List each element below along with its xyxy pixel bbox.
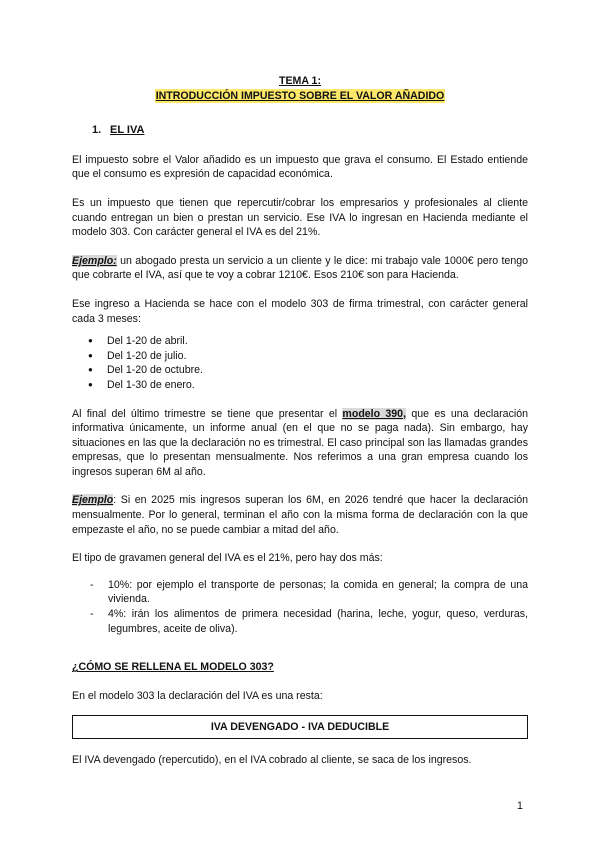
periods-list (72, 334, 528, 392)
modelo-390-before: Al final del último trimestre se tiene que presentar el (72, 407, 343, 420)
list-item: ● Del 1-20 de octubre. (88, 363, 528, 378)
section-1-label: EL IVA (110, 124, 145, 137)
rates-list (72, 578, 528, 636)
document-body (72, 74, 528, 768)
document-title-text: INTRODUCCIÓN IMPUESTO SOBRE EL VALOR AÑADIDO (155, 89, 445, 102)
paragraph-definition: El impuesto sobre el Valor añadido es un impuesto que grava el consumo. El Estado entiende que el consumo es expresión de capacidad económica. (72, 153, 528, 181)
paragraph-repercutir: Es un impuesto que tienen que repercutir/cobrar los empresarios y profesionales al cliente cuando entregan un bien o prestan un servicio. Ese IVA lo ingresan en Hacienda mediante el modelo 303. Con carácter general el IVA es del 21%. (72, 196, 528, 239)
modelo-390-after: que es una declaración informativa únicamente, un informe anual (en el que no se paga nada). Sin embargo, hay situaciones en las que la declaración no es trimestral. El caso principal son las llamadas grandes empresas, que lo presentan mensualmente. Nos referimos a una gran empresa cuando los ingresos superan 6M al año. (72, 407, 529, 478)
example-1-label: Ejemplo: (72, 254, 117, 267)
paragraph-tipos: El tipo de gravamen general del IVA es el 21%, pero hay dos más: (72, 552, 383, 565)
tema-heading (72, 74, 528, 89)
page-number: 1 (517, 800, 523, 812)
formula-box: IVA DEVENGADO - IVA DEDUCIBLE (72, 715, 528, 739)
section-1-number: 1. (92, 124, 102, 137)
modelo-390-highlight: modelo 390, (342, 407, 407, 420)
list-item: - 4%: irán los alimentos de primera necesidad (harina, leche, yogur, queso, verduras, legumbres, aceite de oliva). (90, 607, 528, 636)
paragraph-example-2 (72, 493, 528, 537)
tema-label: TEMA 1: (279, 75, 321, 87)
section-2-heading: ¿CÓMO SE RELLENA EL MODELO 303? (72, 661, 274, 674)
document-title (72, 89, 528, 104)
example-2-text: : Si en 2025 mis ingresos superan los 6M, en 2026 tendré que hacer la declaración mensualmente. Por lo general, terminan el año con la misma forma de declaración con la que empezaste el año, no se puede cambiar a mitad del año. (72, 494, 528, 536)
section-1-heading (92, 123, 528, 138)
paragraph-modelo-390 (72, 407, 528, 480)
paragraph-resta: En el modelo 303 la declaración del IVA es una resta: (72, 689, 323, 702)
paragraph-devengado: El IVA devengado (repercutido), en el IVA cobrado al cliente, se saca de los ingresos. (72, 754, 472, 767)
example-1-text: un abogado presta un servicio a un cliente y le dice: mi trabajo vale 1000€ pero tengo que cobrarte el IVA, así que te voy a cobrar 1210€. Esos 210€ son para Hacienda. (72, 254, 528, 282)
list-item: - 10%: por ejemplo el transporte de personas; la comida en general; la compra de una vivienda. (90, 578, 528, 607)
paragraph-trimestral: Ese ingreso a Hacienda se hace con el modelo 303 de firma trimestral, con carácter general cada 3 meses: (72, 297, 528, 325)
paragraph-example-1 (72, 254, 528, 283)
example-2-label: Ejemplo (72, 494, 114, 507)
list-item: ● Del 1-20 de julio. (88, 349, 528, 364)
list-item: ● Del 1-20 de abril. (88, 334, 528, 349)
list-item: ● Del 1-30 de enero. (88, 378, 528, 393)
